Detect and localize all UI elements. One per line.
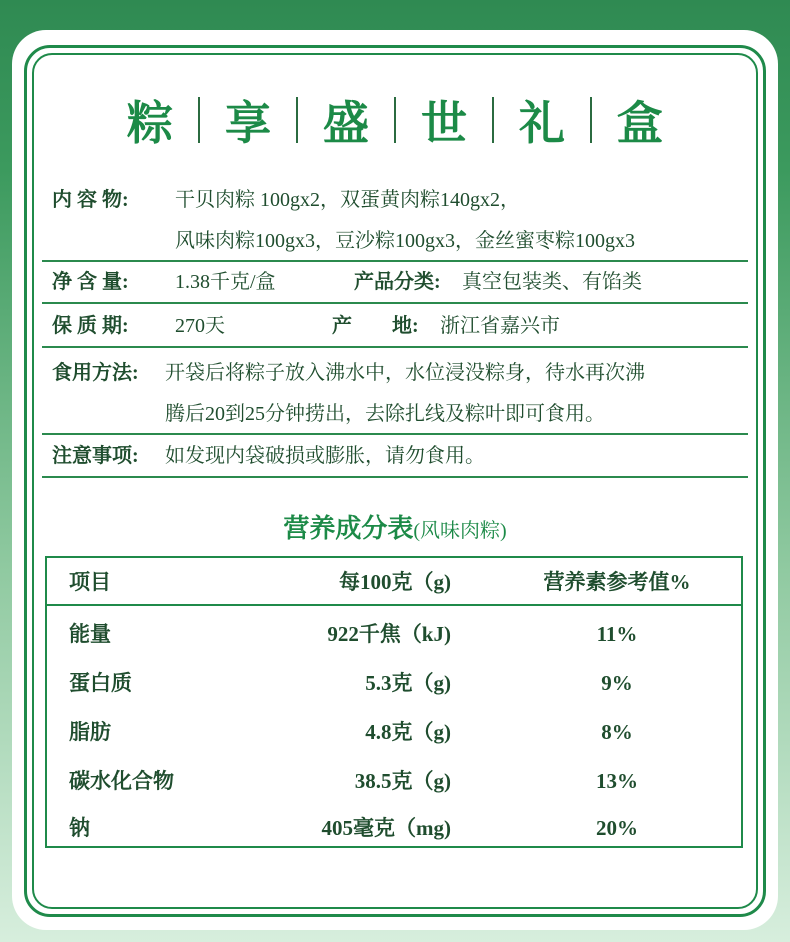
notice-label: 注意事项: bbox=[52, 445, 139, 467]
title-divider bbox=[394, 97, 396, 143]
shelf-label: 保 质 期: bbox=[52, 315, 129, 337]
header-per-100g: 每100克（g) bbox=[339, 570, 451, 594]
nutrition-title: 营养成分表 bbox=[283, 514, 414, 544]
contents-line-2: 风味肉粽100gx3，豆沙粽100gx3，金丝蜜枣粽100gx3 bbox=[175, 230, 635, 252]
nutrient-nrv: 9% bbox=[601, 671, 633, 695]
nutrient-name: 碳水化合物 bbox=[69, 769, 174, 793]
category-value: 真空包装类、有馅类 bbox=[462, 271, 642, 293]
nutrient-name: 能量 bbox=[69, 622, 111, 646]
nutrition-header-row bbox=[47, 558, 741, 606]
nutrient-nrv: 8% bbox=[601, 720, 633, 744]
contents-line-1: 干贝肉粽 100gx2，双蛋黄肉粽140gx2， bbox=[175, 189, 520, 211]
nutrition-table bbox=[45, 556, 743, 848]
info-row-contents bbox=[42, 168, 748, 262]
usage-line-1: 开袋后将粽子放入沸水中，水位浸没粽身，待水再次沸 bbox=[165, 362, 645, 384]
origin-label: 产 地: bbox=[332, 315, 419, 337]
nutrition-subtitle: (风味肉粽) bbox=[413, 520, 507, 542]
nutrient-nrv: 20% bbox=[596, 816, 638, 840]
nutrition-heading bbox=[40, 508, 750, 545]
header-nrv: 营养素参考值% bbox=[543, 570, 691, 594]
title-divider bbox=[492, 97, 494, 143]
title-char: 盛 bbox=[323, 96, 369, 150]
title-char: 盒 bbox=[617, 96, 663, 150]
header-item: 项目 bbox=[69, 570, 111, 594]
info-row-net bbox=[42, 262, 748, 304]
product-title bbox=[40, 88, 750, 152]
info-row-usage bbox=[42, 348, 748, 435]
title-divider bbox=[198, 97, 200, 143]
nutrient-amount: 38.5克（g) bbox=[354, 769, 451, 793]
usage-label: 食用方法: bbox=[52, 362, 139, 384]
nutrient-nrv: 11% bbox=[596, 622, 638, 646]
title-char: 粽 bbox=[127, 96, 173, 150]
nutrient-name: 蛋白质 bbox=[69, 671, 132, 695]
nutrient-nrv: 13% bbox=[596, 769, 638, 793]
info-row-shelf bbox=[42, 304, 748, 348]
origin-value: 浙江省嘉兴市 bbox=[440, 315, 560, 337]
nutrient-amount: 922千焦（kJ) bbox=[327, 622, 451, 646]
info-row-notice bbox=[42, 435, 748, 478]
nutrient-name: 钠 bbox=[69, 816, 90, 840]
title-char: 礼 bbox=[519, 96, 565, 150]
contents-label: 内 容 物: bbox=[52, 189, 129, 211]
nutrient-amount: 4.8克（g) bbox=[365, 720, 451, 744]
title-char: 世 bbox=[421, 96, 467, 150]
usage-line-2: 腾后20到25分钟捞出，去除扎线及粽叶即可食用。 bbox=[165, 403, 605, 425]
title-char: 享 bbox=[225, 96, 271, 150]
nutrient-name: 脂肪 bbox=[69, 720, 111, 744]
net-value: 1.38千克/盒 bbox=[175, 271, 276, 293]
nutrient-amount: 405毫克（mg) bbox=[321, 816, 451, 840]
category-label: 产品分类: bbox=[354, 271, 441, 293]
product-info bbox=[42, 168, 748, 478]
shelf-value: 270天 bbox=[175, 315, 225, 337]
title-divider bbox=[296, 97, 298, 143]
notice-value: 如发现内袋破损或膨胀，请勿食用。 bbox=[165, 445, 485, 467]
title-divider bbox=[590, 97, 592, 143]
nutrient-amount: 5.3克（g) bbox=[365, 671, 451, 695]
net-label: 净 含 量: bbox=[52, 271, 129, 293]
